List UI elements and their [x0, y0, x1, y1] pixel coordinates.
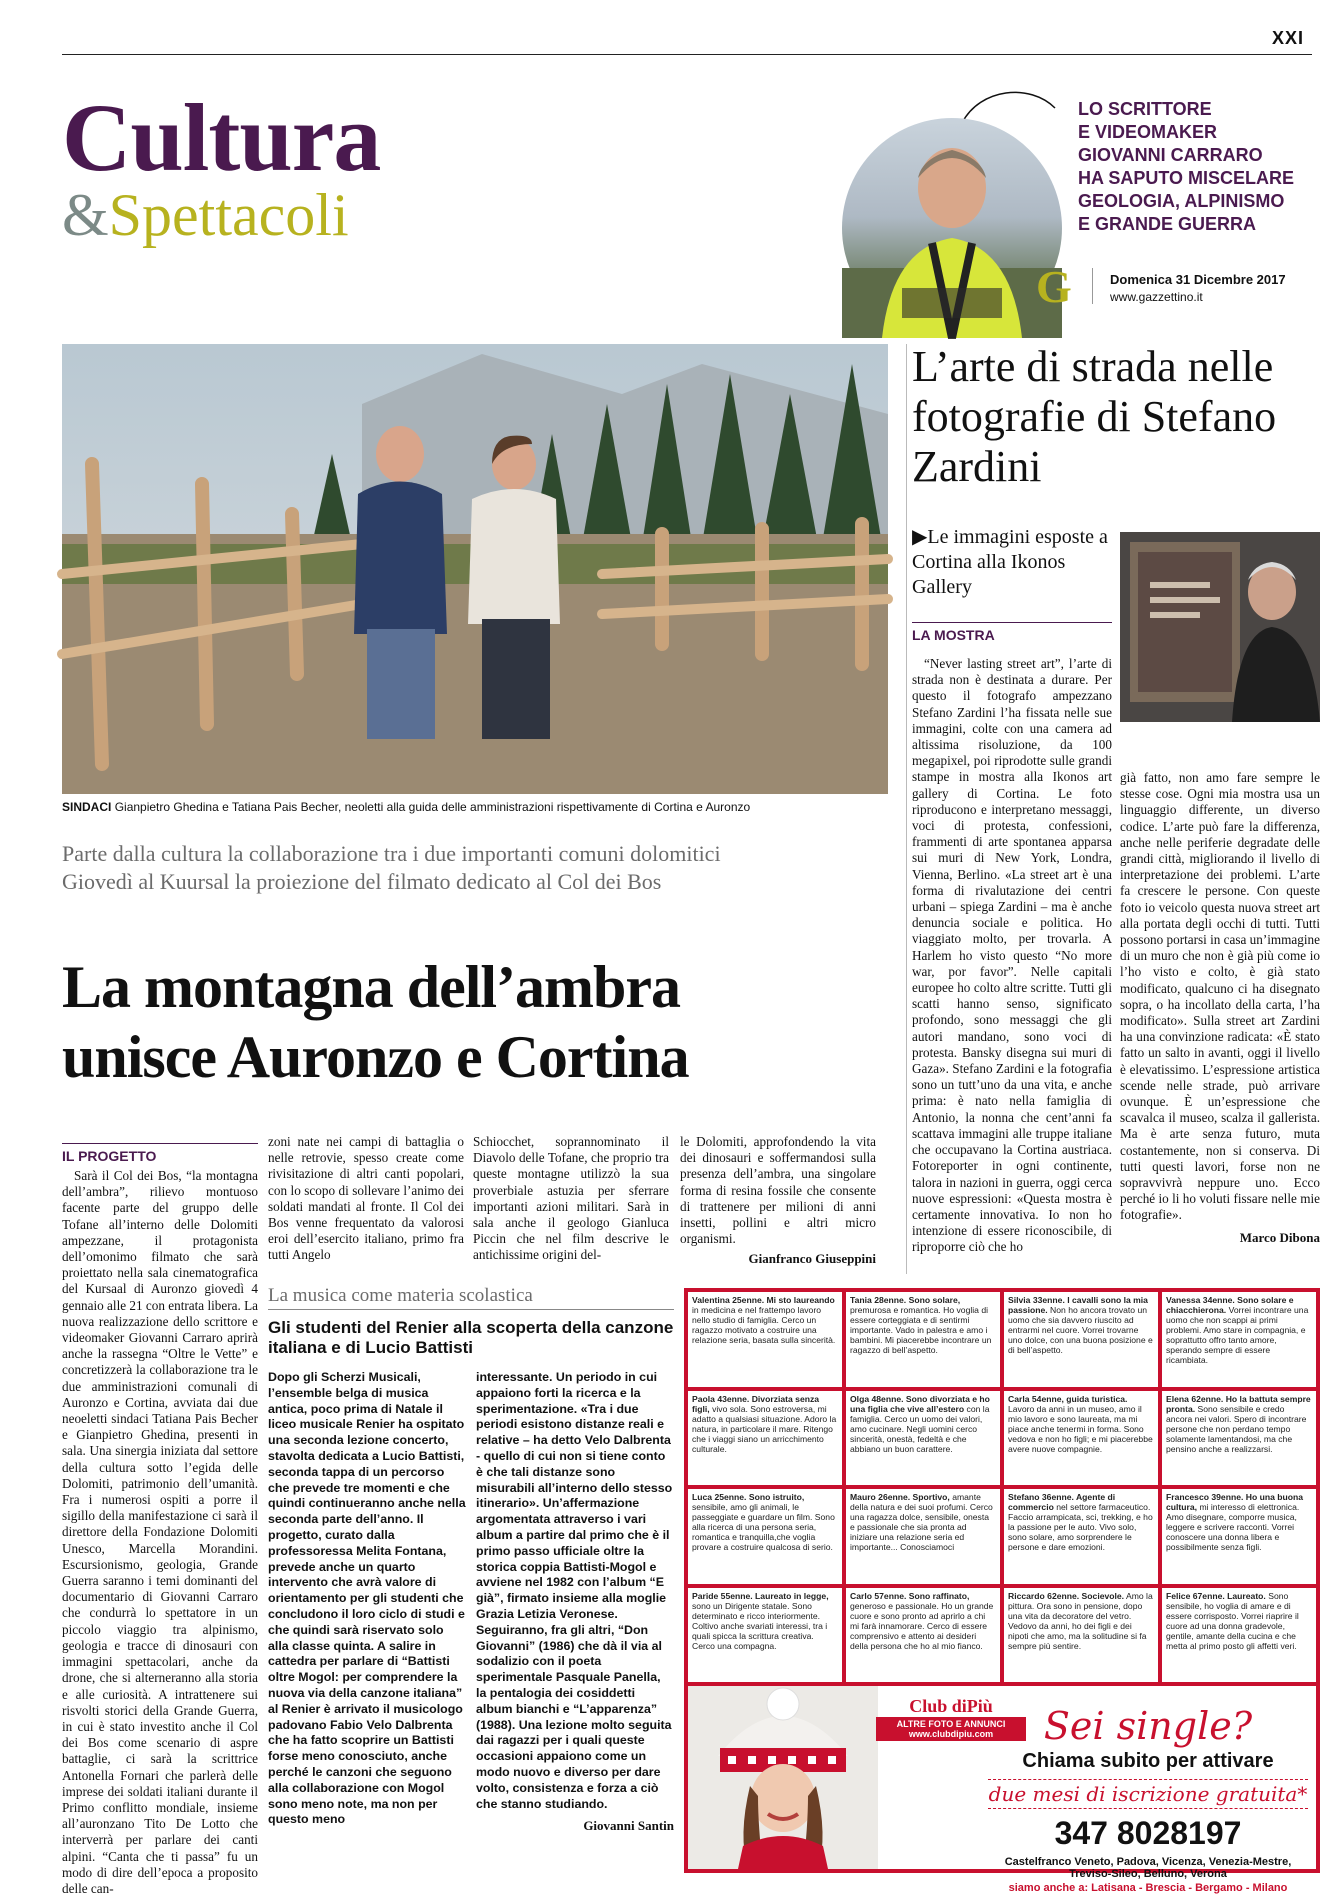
ad-cell-body: con la famiglia. Cerco un uomo dei valori, amo cucinare. Negli uomini cerco sincerità, onestà, fedeltà e che abbiano un buon carattere.	[850, 1403, 990, 1454]
ad-cell	[1162, 1588, 1316, 1683]
ad-cell-head: Stefano 36enne. Agente di commercio	[1008, 1492, 1116, 1512]
ad-offer	[988, 1779, 1308, 1809]
ad-cell-head: Tania 28enne. Sono solare,	[850, 1295, 961, 1305]
ad-cell	[846, 1292, 1000, 1387]
article-paragraph: Schiocchet, soprannominato il Diavolo delle Tofane, che proprio tra queste montagne utilizzò la sua proverbiale astuzia per sferrare importanti azioni militari. Sarà in sala anche il geologo Gianluca Piccin che nel film descrive le antichissime origini del-	[473, 1134, 669, 1263]
box-column	[268, 1370, 466, 1834]
ad-cell-head: Paola 43enne. Divorziata senza figli,	[692, 1393, 820, 1414]
article-signature: Gianfranco Giuseppini	[748, 1251, 876, 1267]
ad-cell	[688, 1489, 842, 1584]
main-headline	[62, 952, 902, 1092]
article-column	[473, 1134, 669, 1264]
dating-ad[interactable]	[684, 1288, 1320, 1894]
section-subtitle	[62, 182, 349, 248]
promo-text	[1078, 98, 1294, 236]
promo-line: LO SCRITTORE	[1078, 99, 1212, 119]
ad-cities: Castelfranco Veneto, Padova, Vicenza, Venezia-Mestre, Treviso-Sileo, Belluno, Verona	[1004, 1856, 1292, 1880]
box-paragraph: Dopo gli Scherzi Musicali, l’ensemble belga di musica antica, poco prima di Natale il liceo musicale Renier ha ospitato una seconda lezione concerto, stavolta dedicata a Lucio Battisti, seconda tappa di un percorso che prevede tre momenti e che quindi continueranno anche nella seconda parte dell’anno. Il progetto, curato dalla professoressa Melita Fontana, prevede anche un quarto intervento che avrà valore di orientamento per gli studenti che concludono il loro ciclo di studi e che quindi sarà riservato solo alla classe quinta. A salire in cattedra per parlare di “Battisti oltre Mogol: per comprendere la nuova via della canzone italiana” al Renier è arrivato il musicologo padovano Fabio Velo Dalbrenta che ha fatto scoprire un Battisti forse meno conosciuto, anche perché le canzoni che seguono alla collaborazione con Mogol sono meno note, ma non per questo meno	[268, 1370, 466, 1827]
promo-line: E GRANDE GUERRA	[1078, 214, 1257, 234]
ad-slogan: Sei single?	[1043, 1704, 1253, 1748]
article-column	[62, 1168, 258, 1897]
ad-bottom	[688, 1686, 1316, 1894]
main-photo	[62, 344, 888, 794]
article-paragraph: le Dolomiti, approfondendo la vita dei dinosauri e soffermandosi sulla presenza dell’ambra, una singolare forma di resina fossile che consente di trattenere per milioni di anni insetti, pollini e altri micro organismi.	[680, 1134, 876, 1247]
ad-cell-body: Sono sensibile, ho voglia di amare e di essere corrisposto. Vorrei riaprire il cuore ad una donna gradevole, gentile, amante della cucina e che metta al primo posto gli affetti veri.	[1166, 1590, 1299, 1651]
ad-cell-body: nel settore farmaceutico. Faccio arrampicata, sci, trekking, e ho la passione per le auto. Vivo solo, sono solare, amo sorprendere le persone e dare emozioni.	[1008, 1502, 1153, 1552]
main-subheading	[62, 840, 892, 896]
article-paragraph: zoni nate nei campi di battaglia o nelle retrovie, spesso create come rivisitazione di altri canti popolari, con lo scopo di sollevare l’animo dei soldati mandati al fronte. Il Col dei Bos venne frequentato da valorosi eroi dell’esercito italiano, primo fra tutti Angelo	[268, 1134, 464, 1263]
ad-cell	[846, 1391, 1000, 1486]
caption-text: Gianpietro Ghedina e Tatiana Pais Becher, neoletti alla guida delle amministrazioni rispettivamente di Cortina e Auronzo	[114, 800, 751, 814]
author-portrait	[842, 118, 1062, 338]
ad-cell	[1162, 1391, 1316, 1486]
box-column	[476, 1370, 674, 1834]
article-column	[268, 1134, 464, 1264]
ad-offer-star: *	[1297, 1782, 1308, 1806]
club-name: Club diPiù	[909, 1696, 993, 1716]
ad-cell-body: sensibile, amo gli animali, le passeggiate e guardare un film. Sono alla ricerca di una persona seria, romantica e tranquilla,che voglia provare a costruire qualcosa di serio.	[692, 1502, 835, 1552]
ad-grid	[688, 1292, 1316, 1682]
ad-cell-head: Riccardo 62enne. Socievole.	[1008, 1590, 1125, 1601]
page-number: XXI	[1271, 28, 1304, 48]
ad-cell-head: Felice 67enne. Laureato.	[1166, 1590, 1266, 1601]
ad-cell	[688, 1292, 842, 1387]
article-paragraph: Sarà il Col dei Bos, “la montagna dell’ambra”, rilievo montuoso facente parte del gruppo delle Tofane all’interno delle Dolomiti ampezzane, il protagonista dell’omonimo filmato che sarà proiettato nella sala cinematografica del Kursaal di Auronzo giovedì 4 gennaio alle 21 con entrata libera. La nuova realizzazione dello scrittore e videomaker Giovanni Carraro aprirà anche la rassegna “Oltre le Vette” e concretizzerà la collaborazione tra le due amministrazioni comunali di Auronzo e Cortina, avviata dai due neoeletti sindaci Tatiana Pais Becher e Gianpietro Ghedina, presenti in sala. Una sinergia iniziata dal settore della cultura sotto l’egida delle Dolomiti, patrimonio dell’umanità. Fra i numerosi ospiti a porre il sigillo della manifestazione ci sarà il direttore della Fondazione Dolomiti Unesco, Marcella Morandini. Escursionismo, geologia, Grande Guerra saranno i temi dominanti del documentario di Giovanni Carraro che condurrà lo spettatore in un piccolo viaggio tra alpinismo, geologia e tracce di dinosauri con immagini spettacolari, anche da drone, che si alterneranno alla storia e alle curiosità. A intrattenere sui risvolti storici della Grande Guerra, in cui è stato investito anche il Col dei Bos come scenario di aspre battaglie, ci sarà la scrittrice Antonella Fornari che parlerà delle imprese dei soldati italiani durante il Primo conflitto mondiale, insieme all’auronzano Tito De Lotto che interverrà per parlare dei canti alpini. “Canta che ti passa” fu un modo di dire dell’epoca a proposito delle can-	[62, 1168, 258, 1896]
ad-cell-head: Carla 54enne, guida turistica.	[1008, 1393, 1128, 1404]
promo-line: E VIDEOMAKER	[1078, 122, 1218, 142]
ad-cell-body: Sono sensibile e credo ancora nei valori. Spero di incontrare persone che non perdano tempo solamente lamentandosi, ma che pensino anche a realizzarsi.	[1166, 1403, 1307, 1454]
ad-cell-head: Mauro 26enne. Sportivo,	[850, 1492, 950, 1502]
ad-cell-body: premurosa e romantica. Ho voglia di essere corteggiata e di sentirmi importante. Vado in palestra e amo i bambini. Mi piacerebbe incontrare un ragazzo di bell’aspetto.	[850, 1305, 992, 1355]
right-photo	[1120, 532, 1320, 722]
box-title: La musica come materia scolastica	[268, 1285, 674, 1310]
ad-callout	[988, 1696, 1308, 1894]
top-rule	[62, 54, 1312, 55]
ad-call: Chiama subito per attivare	[1022, 1750, 1274, 1772]
ad-cell-body: Lavoro da anni in un museo, amo il mio lavoro e sono laureata, ma mi piace anche tenermi in forma. Sono vedova e non ho figli; e mi piacerebbe avere nuove compagnie.	[1008, 1403, 1153, 1454]
ad-phone[interactable]: 347 8028197	[1054, 1815, 1242, 1851]
ad-cell-body: amante della natura e dei suoi profumi. Cerco una ragazza dolce, sensibile, onesta e passionale che sia pronta ad iniziare una relazione seria ed importante... Conosciamoci	[850, 1492, 993, 1552]
photo-caption	[62, 800, 892, 814]
ad-woman-image	[688, 1686, 878, 1869]
ad-cell-body: Vorrei incontrare una uomo che non scappi ai primi problemi. Amo stare in compagnia, e soprattutto offro tanto amore, sperando sempre di essere ricambiata.	[1166, 1305, 1309, 1365]
section-title: Cultura	[62, 84, 381, 191]
ad-cell	[1004, 1588, 1158, 1683]
promo-line: GEOLOGIA, ALPINISMO	[1078, 191, 1285, 211]
ad-cell-body: Non ho ancora trovato un uomo che sia davvero riuscito ad entrarmi nel cuore. Vorrei trovarne uno dolce, con una buona posizione e di bell’aspetto.	[1008, 1305, 1153, 1355]
caption-label: SINDACI	[62, 800, 112, 814]
ad-cell	[688, 1588, 842, 1683]
article-signature: Marco Dibona	[1239, 1229, 1320, 1245]
club-tagline-2: www.clubdipiu.com	[908, 1729, 994, 1739]
ad-cell	[1162, 1489, 1316, 1584]
ad-cell-head: Vanessa 34enne. Sono solare e chiacchierona.	[1166, 1295, 1294, 1315]
ad-cell-head: Elena 62enne. Ho la battuta sempre pronta.	[1166, 1393, 1311, 1414]
subheading-line: Giovedì al Kuursal la proiezione del filmato dedicato al Col dei Bos	[62, 869, 662, 894]
triangle-icon: ▶	[912, 526, 928, 548]
article-column	[1120, 770, 1320, 1246]
club-tagline-1: ALTRE FOTO E ANNUNCI	[896, 1719, 1006, 1729]
section-label: IL PROGETTO	[62, 1143, 258, 1164]
ad-cell-head: Luca 25enne. Sono istruito,	[692, 1492, 805, 1502]
ad-cell-body: sono un Dirigente statale. Sono determinato e ricco interiormente. Coltivo anche svariati interessi, tra i quali spicca la scrittura creativa. Cerco una compagna.	[692, 1600, 828, 1651]
ad-cell-body: in medicina e nel frattempo lavoro nello studio di famiglia. Cerco un ragazzo motivato a costruire una relazione seria, basata sulla sincerità.	[692, 1305, 836, 1345]
promo-line: HA SAPUTO MISCELARE	[1078, 168, 1295, 188]
article-column	[912, 656, 1112, 1256]
ad-offer-text: due mesi di iscrizione gratuita	[988, 1782, 1298, 1806]
logo-divider	[1092, 268, 1093, 304]
ad-cell-body: Amo la pittura. Ora sono in pensione, dopo una vita da decoratore del vetro. Vedovo da anni, ho dei figli e dei nipoti che amo, ma la solitudine si fa sempre più sentire.	[1008, 1590, 1153, 1651]
ad-cell-head: Francesco 39enne. Ho una buona cultura,	[1166, 1492, 1304, 1512]
ad-cell-body: mi interesso di elettronica. Amo disegnare, comporre musica, leggere e scrivere racconti. Vorrei conoscere una donna libera e possibilmente senza figli.	[1166, 1502, 1300, 1552]
ad-cell	[1004, 1489, 1158, 1584]
article-paragraph: già fatto, non amo fare sempre le stesse cose. Ogni mia mostra usa un linguaggio differente, un diverso codice. L’arte può fare la differenza, anche nelle periferie degradate delle grandi città, migliorando il livello di interpretazione dei problemi. L’arte fa crescere le persone. Con queste foto io veicolo questa nuova street art alla portata degli occhi di tutti. Tutti possono portarsi in casa un’immagine di un muro che non è già più come io l’ho visto e colto, è già stato modificato, qualcuno ci ha disegnato sopra, o ha incollato della carta, l’ha modificato». Sulla street art Zardini ha una convinzione radicata: «È stato fatto un salto in avanti, oggi il livello è elevatissimo. L’espressione artistica scende nelle strade, può arrivare ovunque. È un’espressione che scavalca il museo, scalza il gallerista. Ma è arte senza futuro, muta costantemente, non si conserva. Di tutti questi lavori, forse non ne sopravvivrà neppure uno. Ecco perché io li ho voluti fissare nelle mie fotografie».	[1120, 770, 1320, 1223]
ad-cell-head: Paride 55enne. Laureato in legge,	[692, 1590, 829, 1601]
ad-cell	[1162, 1292, 1316, 1387]
ad-cell-head: Carlo 57enne. Sono raffinato,	[850, 1590, 970, 1601]
column-divider	[906, 344, 907, 1274]
box-paragraph: interessante. Un periodo in cui appaiono forti la ricerca e la sperimentazione. «Tra i due periodi esistono distanze reali e relative – ha detto Velo Dalbrenta - quello di cui non si tiene conto è che tali distanze sono misurabili all’interno dello stesso itinerario». Un’affermazione argomentata attraverso i vari album a partire dal primo che è il primo passo ufficiale oltre la storica coppia Battisti-Mogol e avviene nel 1982 con l’album “E già”, firmato insieme alla moglie Grazia Letizia Veronese. Seguiranno, fra gli altri, “Don Giovanni” (1986) che dà il via al sodalizio con il poeta sperimentale Pasquale Panella, la pentalogia dei cosiddetti album bianchi e “L’apparenza” (1988). Una lezione molto seguita dai ragazzi per i quali queste occasioni appaiono come un modo nuovo e diverso per dare volto, consistenza e forza a ciò che stanno studiando.	[476, 1370, 673, 1811]
ad-cell-head: Olga 48enne. Sono divorziata e ho una figlia che vive all’estero	[850, 1393, 990, 1414]
ampersand: &	[62, 182, 109, 248]
subheading-line: Parte dalla cultura la collaborazione tra i due importanti comuni dolomitici	[62, 841, 721, 866]
article-paragraph: “Never lasting street art”, l’arte di strada non è destinata a durare. Per questo il fotografo ampezzano Stefano Zardini l’ha fissata nelle sue immagini, colte con una camera ad altissima risoluzione, da 100 megapixel, poi riprodotte sulle grandi stampe in mostra alla Ikonos art gallery di Cortina. Le foto riproducono e interpretano messaggi, voci di protesta, confessioni, frammenti di arte spontanea apparsa sui muri di New York, Londra, Vienna, Berlino. «La street art è una forma di rivalutazione dei centri urbani – spiega Zardini – ma è anche denuncia sociale e politica. Ho viaggiato molto, per trovarla. A Harlem ho visto questo “No more war, por favor”. Nelle capitali europee ho colto altre scritte. Tutti gli scatti hanno senso, significato profondo, sono messaggi che gli autori mandano, sono voci di protesta. Bansky disegna sui muri di Gaza». Stefano Zardini e la fotografia sono un tutt’uno da una vita, e anche prima: è nato nella famiglia di Antonio, la nonna che cent’anni fa scattava immagini alle truppe italiane che occupavano la Cortina austriaca. Fotoreporter in ogni continente, talora in nazioni in guerra, oggi cerca nuove espressioni: «Questa mostra è certamente innovativa. Io non ho intenzione di essere riconoscibile, di riproporre ciò che ho	[912, 656, 1112, 1255]
ad-cell-body: vivo sola. Sono estroversa, mi adatto a qualsiasi situazione. Adoro la natura, in particolare il mare. Ritengo che i viaggi siano un arricchimento culturale.	[692, 1403, 837, 1454]
section-subtitle-text: Spettacoli	[108, 182, 349, 248]
ad-also: siamo anche a: Latisana - Brescia - Bergamo - Milano	[1008, 1882, 1288, 1894]
ad-cell	[1004, 1292, 1158, 1387]
article-column	[680, 1134, 876, 1268]
ad-cell	[846, 1489, 1000, 1584]
headline-line: unisce Auronzo e Cortina	[62, 1024, 689, 1090]
box-headline: Gli studenti del Renier alla scoperta della canzone italiana e di Lucio Battisti	[268, 1318, 674, 1357]
gazzettino-logo: G	[1036, 261, 1072, 312]
ad-cell-head: Silvia 33enne. I cavalli sono la mia passione.	[1008, 1295, 1148, 1315]
site-url[interactable]: www.gazzettino.it	[1110, 290, 1203, 304]
right-headline: L’arte di strada nelle fotografie di Stefano Zardini	[912, 342, 1277, 491]
ad-cell-body: generoso e passionale. Ho un grande cuore e sono pronto ad aprirlo a chi mi farà innamorare. Cerco di essere comprensivo e attento ai desideri della persona che ho al mio fianco.	[850, 1600, 994, 1651]
promo-line: GIOVANNI CARRARO	[1078, 145, 1263, 165]
issue-date: Domenica 31 Dicembre 2017	[1110, 272, 1286, 287]
ad-cell	[1004, 1391, 1158, 1486]
right-subheading-text: Le immagini esposte a Cortina alla Ikonos Gallery	[912, 526, 1108, 598]
ad-cell-head: Valentina 25enne. Mi sto laureando	[692, 1295, 835, 1305]
headline-line: La montagna dell’ambra	[62, 954, 681, 1020]
section-label: LA MOSTRA	[912, 622, 1112, 643]
music-box	[268, 1285, 674, 1834]
box-signature: Giovanni Santin	[583, 1818, 674, 1834]
ad-cell	[688, 1391, 842, 1486]
right-subheading	[912, 525, 1122, 600]
ad-cell	[846, 1588, 1000, 1683]
